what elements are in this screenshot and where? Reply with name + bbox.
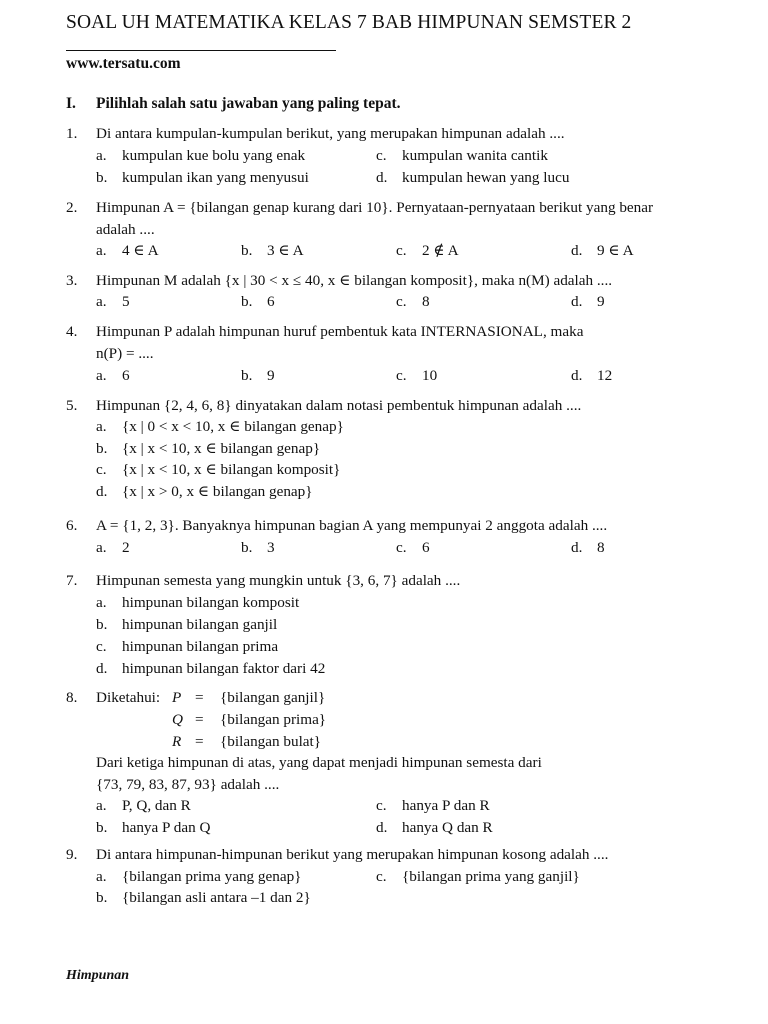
option-d[interactable] [571,365,612,387]
option-text: {x | 0 < x < 10, x ∈ bilangan genap} [122,418,344,435]
option-d[interactable] [571,240,634,262]
option-letter: c. [396,293,407,310]
option-letter: b. [96,889,108,906]
option-text: 12 [597,367,613,384]
definition-name: R [172,733,182,750]
option-text: {x | x > 0, x ∈ bilangan genap} [122,483,313,500]
option-letter: c. [376,797,387,814]
option-letter: a. [96,539,107,556]
option-text: himpunan bilangan faktor dari 42 [122,660,326,677]
option-letter: b. [96,616,108,633]
option-letter: a. [96,868,107,885]
option-letter: d. [571,539,583,556]
question-text: Diketahui: [96,689,161,706]
option-letter: b. [241,242,253,259]
question-text-continued: adalah .... [96,221,155,238]
option-text: himpunan bilangan komposit [122,594,300,611]
option-c[interactable] [396,291,430,313]
option-c[interactable] [396,537,430,559]
option-text: {bilangan prima yang genap} [122,868,302,885]
question-number: 6. [66,517,78,534]
option-text: 10 [422,367,438,384]
option-text: {bilangan asli antara –1 dan 2} [122,889,311,906]
option-letter: b. [241,539,253,556]
option-a[interactable] [96,240,159,262]
option-text: 6 [122,367,130,384]
option-d[interactable] [376,817,493,839]
option-text: 4 ∈ A [122,242,159,259]
option-c[interactable] [376,795,490,817]
option-d[interactable] [96,658,325,680]
definition-value: {bilangan prima} [220,711,327,728]
option-letter: d. [571,367,583,384]
option-letter: c. [396,367,407,384]
option-letter: d. [96,660,108,677]
option-b[interactable] [96,614,277,636]
option-text: 2 ∉ A [422,242,459,259]
question-text-continued: Dari ketiga himpunan di atas, yang dapat menjadi himpunan semesta dari [96,754,542,771]
question-text: Himpunan {2, 4, 6, 8} dinyatakan dalam notasi pembentuk himpunan adalah .... [96,397,582,414]
option-b[interactable] [241,537,275,559]
option-letter: a. [96,293,107,310]
option-c[interactable] [376,866,580,888]
option-text: hanya Q dan R [402,819,493,836]
question-text: Himpunan A = {bilangan genap kurang dari 10}. Pernyataan-pernyataan berikut yang benar [96,199,654,216]
question-number: 5. [66,397,78,414]
question-text: Himpunan semesta yang mungkin untuk {3, 6, 7} adalah .... [96,572,461,589]
option-c[interactable] [376,145,548,167]
option-text: P, Q, dan R [122,797,191,814]
question-text: Himpunan P adalah himpunan huruf pembentuk kata INTERNASIONAL, maka [96,323,584,340]
option-text: 5 [122,293,130,310]
option-b[interactable] [241,291,275,313]
footer-label: Himpunan [66,968,130,983]
option-letter: b. [96,440,108,457]
option-a[interactable] [96,795,191,817]
option-letter: b. [241,367,253,384]
option-letter: a. [96,418,107,435]
option-text: {x | x < 10, x ∈ bilangan komposit} [122,461,341,478]
option-letter: a. [96,367,107,384]
option-text: himpunan bilangan ganjil [122,616,278,633]
question-text: Di antara kumpulan-kumpulan berikut, yang merupakan himpunan adalah .... [96,125,565,142]
option-letter: c. [396,539,407,556]
option-text: hanya P dan Q [122,819,211,836]
option-b[interactable] [96,887,311,909]
option-c[interactable] [396,365,437,387]
option-b[interactable] [96,817,210,839]
definition-name: P [172,689,182,706]
option-letter: d. [571,242,583,259]
option-text: 2 [122,539,130,556]
option-letter: b. [241,293,253,310]
option-a[interactable] [96,537,130,559]
option-letter: c. [96,638,107,655]
option-a[interactable] [96,866,301,888]
question-number: 3. [66,272,78,289]
option-letter: a. [96,594,107,611]
definition-value: {bilangan ganjil} [220,689,326,706]
question-number: 2. [66,199,78,216]
option-text: 6 [267,293,275,310]
definition-equals: = [195,733,204,750]
option-letter: d. [376,169,388,186]
option-letter: d. [376,819,388,836]
option-b[interactable] [241,365,275,387]
option-text: kumpulan ikan yang menyusui [122,169,309,186]
title-underline [66,50,336,51]
option-text: 9 ∈ A [597,242,634,259]
option-d[interactable] [376,167,569,189]
option-d[interactable] [571,291,605,313]
option-letter: c. [96,461,107,478]
question-number: 8. [66,689,78,706]
option-text: himpunan bilangan prima [122,638,279,655]
option-letter: a. [96,797,107,814]
option-letter: a. [96,147,107,164]
option-c[interactable] [96,636,278,658]
option-letter: a. [96,242,107,259]
option-a[interactable] [96,592,299,614]
option-c[interactable] [396,240,459,262]
option-text: 8 [422,293,430,310]
question-number: 4. [66,323,78,340]
question-number: 7. [66,572,78,589]
option-c[interactable] [96,459,340,481]
definition-name: Q [172,711,183,728]
option-text: 6 [422,539,430,556]
option-a[interactable] [96,416,344,438]
option-text: {bilangan prima yang ganjil} [402,868,580,885]
option-letter: b. [96,819,108,836]
option-text: 8 [597,539,605,556]
option-letter: c. [376,147,387,164]
definition-value: {bilangan bulat} [220,733,322,750]
option-text: 9 [597,293,605,310]
question-text: Di antara himpunan-himpunan berikut yang merupakan himpunan kosong adalah .... [96,846,609,863]
option-letter: c. [376,868,387,885]
option-d[interactable] [571,537,605,559]
option-text: 3 [267,539,275,556]
option-letter: b. [96,169,108,186]
option-b[interactable] [96,167,309,189]
option-text: kumpulan wanita cantik [402,147,548,164]
section-number: I. [66,95,76,112]
definition-equals: = [195,689,204,706]
option-text: kumpulan hewan yang lucu [402,169,570,186]
section-instruction: Pilihlah salah satu jawaban yang paling tepat. [96,95,401,112]
question-text: Himpunan M adalah {x | 30 < x ≤ 40, x ∈ bilangan komposit}, maka n(M) adalah .... [96,272,613,289]
option-letter: d. [96,483,108,500]
option-text: hanya P dan R [402,797,490,814]
option-letter: c. [396,242,407,259]
question-text-continued: n(P) = .... [96,345,154,362]
definition-equals: = [195,711,204,728]
question-text-continued: {73, 79, 83, 87, 93} adalah .... [96,776,280,793]
option-text: 9 [267,367,275,384]
option-letter: d. [571,293,583,310]
question-number: 9. [66,846,78,863]
page-title: SOAL UH MATEMATIKA KELAS 7 BAB HIMPUNAN SEMSTER 2 [66,12,632,33]
question-number: 1. [66,125,78,142]
website-link[interactable]: www.tersatu.com [66,55,181,72]
option-a[interactable] [96,291,130,313]
option-d[interactable] [96,481,313,503]
option-text: kumpulan kue bolu yang enak [122,147,306,164]
option-text: {x | x < 10, x ∈ bilangan genap} [122,440,321,457]
option-a[interactable] [96,365,130,387]
option-b[interactable] [96,438,320,460]
question-text: A = {1, 2, 3}. Banyaknya himpunan bagian A yang mempunyai 2 anggota adalah .... [96,517,608,534]
option-b[interactable] [241,240,304,262]
option-text: 3 ∈ A [267,242,304,259]
option-a[interactable] [96,145,305,167]
